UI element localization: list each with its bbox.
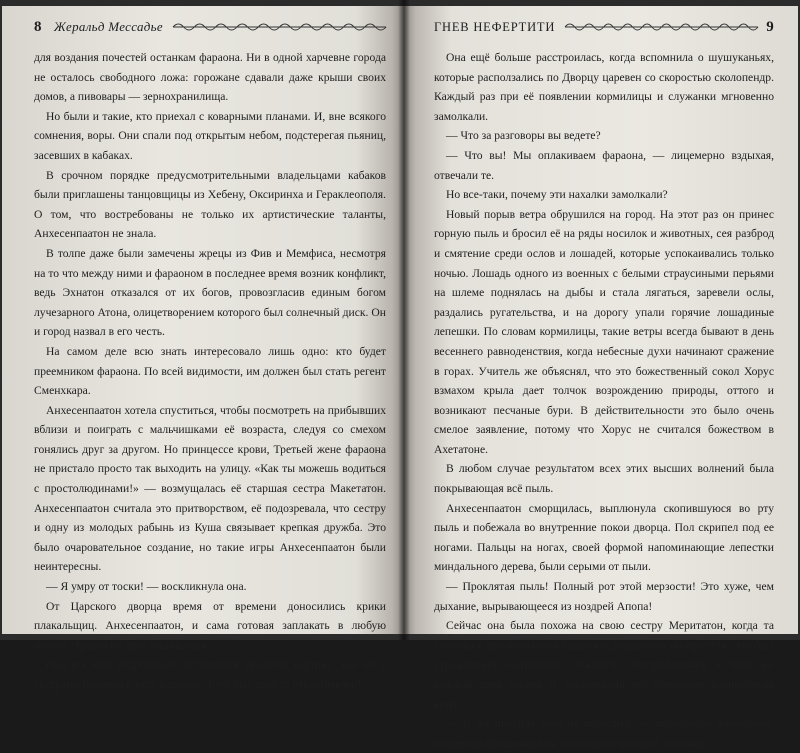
paragraph: Анхесенпаатон сморщилась, выплюнула скопившуюся во рту пыль и побежала во внутренние покои дворца. Пол скрипел под ее ногами. Пальцы на ногах, своей формой напоминающие лепестки миндального дерева, были серыми от пыли. — [434, 501, 774, 574]
paragraph: — Что вы! Мы оплакиваем фараона, — лицемерно вздыхая, отвечали те. — [434, 148, 774, 182]
header-ornament-icon — [173, 21, 386, 33]
paragraph: — Я же просила тебя не выходить, — проворчала кормилица, поднимая брошенный на полу парик молодой госпожи. — [434, 717, 774, 750]
paragraph: Но все-таки, почему эти нахалки замолкали? — [446, 188, 668, 202]
paragraph: Анхесенпаатон хотела спуститься, чтобы посмотреть на прибывших вблизи и поиграть с мальчишками её возраста, следуя со смехом гонялись друг за другом. Но принцессе крови, Третьей жене фараона не пристало просто так выходить на улицу. «Как ты можешь водиться с простолюдинами!» — возмущалась её старшая сестра Макетатон. Анхесенпаатон считала это притворством, её подозревала, что сестру и одну из молодых рабынь из Куша связывает крепкая дружба. Это было очаровательное создание, но такие игры Анхесенпаатон были неинтересны. — [34, 403, 386, 574]
right-page-header — [434, 16, 774, 38]
paragraph: Новый порыв ветра обрушился на город. На этот раз он принес горную пыль и бросил её на ряды носилок и животных, сея разброд и смятение среди ослов и лошадей, которые успокаивались только ночью. Лошадь одного из военных с белыми страусиными перьями на шлеме поднялась на дыбы и стала лягаться, заревели ослы, раздались ругательства, и на дорогу упали горячие лошадиные лепешки. По словам кормилицы, такие ветры всегда бывают в день весеннего равноденствия, когда небесные духи начинают сражение в горах. Учитель же объяснял, что это божественный сокол Хорус взмахом крыла дает толчок возрождению природы, оттого и возникают песчаные бури. В действительности это было очень смелое заявление, потому что Хорус не считался божеством в Ахетатоне. — [434, 207, 774, 456]
paragraph: — Я умру от тоски! — воскликнула она. — [46, 580, 247, 594]
paragraph: Но были и такие, кто приехал с коварными планами. И, вне всякого сомнения, воры. Они спали под открытым небом, подстерегая пьяниц, засевших в кабаках. — [34, 109, 386, 162]
paragraph: Сейчас она была похожа на свою сестру Меритатон, когда та гневалась при появлении Главного дворцового смотрителя. Это был страдающий ожирением служитель, употреблявший к тому же каждый день чеснок и запивающий его огромным количеством вина. — [434, 619, 774, 711]
left-page-body — [34, 48, 386, 695]
paragraph: — Что за разговоры вы ведете? — [446, 129, 601, 143]
running-head-author: Жеральд Мессадье — [53, 19, 163, 34]
paragraph: От Царского дворца время от времени доносились крики плакальщиц. Анхесенпаатон, и сама готовая заплакать в любую минуту, тревожно прислушивалась. — [34, 599, 386, 652]
page-number: 9 — [766, 18, 774, 35]
left-page-header — [34, 16, 386, 38]
paragraph: В любом случае результатом всех этих высших волнений была покрывающая всё пыль. — [434, 462, 774, 496]
running-head-title: ГНЕВ НЕФЕРТИТИ — [434, 19, 556, 34]
paragraph: В срочном порядке предусмотрительными владельцами кабаков были приглашены танцовщицы из Хебену, Оксиринха и Гераклеополя. О том, что востребованы не только их артистические таланты, Анхесенпаатон не знала. — [34, 168, 386, 241]
paragraph: Она все ещё содрогалась, вспоминая ужасную картину: как их с сестрами привели к телу фараона. Труп был просто отвратителен! — [34, 658, 386, 691]
paragraph: — Проклятая пыль! Полный рот этой мерзости! Это хуже, чем дыхание, вырывающееся из ноздрей Апопа! — [434, 580, 774, 613]
paragraph: На самом деле всю знать интересовало лишь одно: кто будет преемником фараона. По всей видимости, им должен был стать регент Сменхкара. — [34, 344, 386, 398]
right-page — [404, 6, 798, 750]
paragraph: для воздания почестей останкам фараона. Ни в одной харчевне города не осталось свободного ложа: горожане сдавали даже крыши своих домов, а пивовары — зернохранилища. — [34, 51, 386, 104]
paragraph: Она ещё больше расстроилась, когда вспомнила о шушуканьях, которые расползались по Дворцу царевен со скоростью сколопендр. Каждый раз при её появлении кормилицы и служанки мгновенно замолкали. — [434, 51, 774, 123]
right-page-body — [434, 48, 774, 753]
left-page — [2, 6, 404, 691]
paragraph: В толпе даже были замечены жрецы из Фив и Мемфиса, несмотря на то что между ними и фараоном в последнее время возник конфликт, ведь Эхнатон отказался от их богов, провозгласив единым богом лучезарного Атона, олицетворением которого был солнечный диск. Он и город назвал в его честь. — [34, 246, 386, 339]
header-ornament-icon — [565, 21, 758, 33]
page-number: 8 — [34, 18, 42, 35]
